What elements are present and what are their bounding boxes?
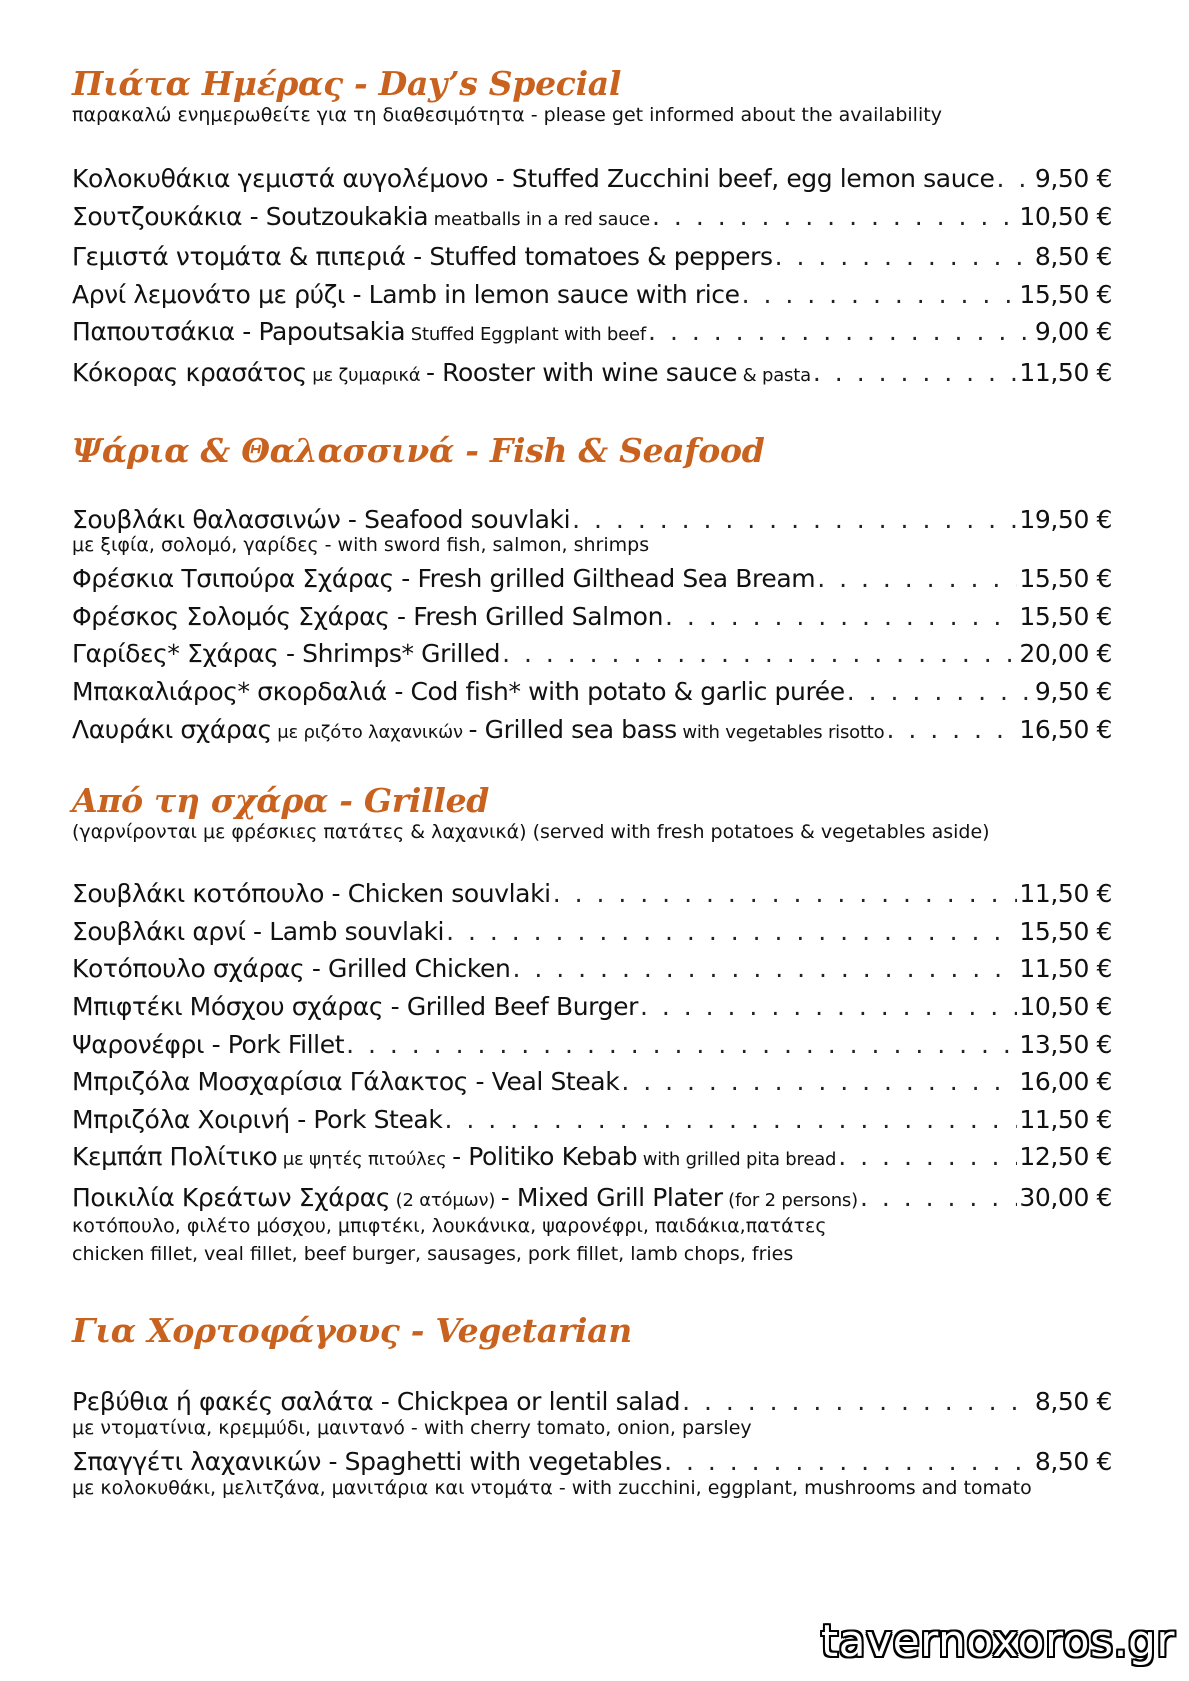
menu-item: Σπαγγέτι λαχανικών - Spaghetti with vegetables . . . 8,50 € <box>72 1443 1112 1481</box>
item-price: 11,50 € <box>1019 879 1112 909</box>
item-description: με κολοκυθάκι, μελιτζάνα, μανιτάρια και ντομάτα - with zucchini, eggplant, mushrooms and tomato <box>72 1476 1032 1499</box>
item-price: 10,50 € <box>1019 201 1112 231</box>
item-price: 20,00 € <box>1019 639 1112 669</box>
watermark: tavernoxoros.gr <box>820 1616 1175 1667</box>
menu-item: Αρνί λεμονάτο με ρύζι - Lamb in lemon sauce with rice . . . 15,50 € <box>72 276 1112 314</box>
item-price: 16,00 € <box>1019 1067 1112 1097</box>
menu-item: Μπακαλιάρος* σκορδαλιά - Cod fish* with potato & garlic purée . . . 9,50 € <box>72 673 1112 711</box>
menu-item: Σουβλάκι κοτόπουλο - Chicken souvlaki . . . 11,50 € <box>72 875 1112 913</box>
item-description: κοτόπουλο, φιλέτο μόσχου, μπιφτέκι, λουκάνικα, ψαρονέφρι, παιδάκια,πατάτες <box>72 1215 827 1238</box>
item-price: 15,50 € <box>1019 279 1112 309</box>
menu-page <box>72 64 1112 1503</box>
item-price: 8,50 € <box>1034 1387 1112 1417</box>
item-price: 11,50 € <box>1019 1104 1112 1134</box>
section-title: Από τη σχάρα - Grilled <box>72 781 490 821</box>
item-price: 15,50 € <box>1019 916 1112 946</box>
item-price: 11,50 € <box>1019 954 1112 984</box>
menu-item: Κολοκυθάκια γεμιστά αυγολέμονο - Stuffed Zucchini beef, egg lemon sauce . . . 9,50 € <box>72 160 1112 198</box>
menu-item: Σουβλάκι θαλασσινών - Seafood souvlaki . . . 19,50 € <box>72 501 1112 539</box>
item-price: 9,00 € <box>1034 317 1112 347</box>
item-price: 9,50 € <box>1034 164 1112 193</box>
item-price: 8,50 € <box>1034 1447 1112 1477</box>
item-price: 19,50 € <box>1019 504 1112 534</box>
menu-item: Παπουτσάκια - Papoutsakia Stuffed Eggplant with beef . . . 9,00 € <box>72 313 1112 354</box>
menu-item: Μπριζόλα Χοιρινή - Pork Steak . . . 11,50 € <box>72 1101 1112 1139</box>
section-title: Για Χορτοφάγους - Vegetarian <box>72 1311 632 1351</box>
menu-item: Μπριζόλα Μοσχαρίσια Γάλακτος - Veal Steak . . . 16,00 € <box>72 1063 1112 1101</box>
menu-item: Κεμπάπ Πολίτικο με ψητές πιτούλες - Politiko Kebab with grilled pita bread . . . 12,50 € <box>72 1138 1112 1179</box>
section-vegetarian <box>72 1311 1112 1500</box>
item-price: 13,50 € <box>1019 1029 1112 1059</box>
item-description: με ντοματίνια, κρεμμύδι, μαιντανό - with cherry tomato, onion, parsley <box>72 1417 752 1440</box>
section-fish-seafood <box>72 431 1112 752</box>
menu-item: Σουτζουκάκια - Soutzoukakia meatballs in a red sauce . . . 10,50 € <box>72 198 1112 239</box>
menu-item: Κοτόπουλο σχάρας - Grilled Chicken . . . 11,50 € <box>72 950 1112 988</box>
section-note: (γαρνίρονται με φρέσκιες πατάτες & λαχανικά) (served with fresh potatoes & vegetables aside) <box>72 821 990 844</box>
menu-item: Φρέσκια Τσιπούρα Σχάρας - Fresh grilled Gilthead Sea Bream . . . 15,50 € <box>72 560 1112 598</box>
item-price: 10,50 € <box>1019 991 1112 1021</box>
menu-item: Ψαρονέφρι - Pork Fillet . . . 13,50 € <box>72 1026 1112 1064</box>
menu-item: Ρεβύθια ή φακές σαλάτα - Chickpea or lentil salad . . . 8,50 € <box>72 1383 1112 1421</box>
menu-item: Γαρίδες* Σχάρας - Shrimps* Grilled . . . 20,00 € <box>72 635 1112 673</box>
item-price: 16,50 € <box>1019 714 1112 744</box>
section-grilled <box>72 781 1112 1267</box>
item-description: chicken fillet, veal fillet, beef burger, sausages, pork fillet, lamb chops, fries <box>72 1243 794 1266</box>
section-days-special <box>72 64 1112 395</box>
section-note: παρακαλώ ενημερωθείτε για τη διαθεσιμότητα - please get informed about the availability <box>72 104 942 126</box>
item-price: 12,50 € <box>1019 1142 1112 1172</box>
item-price: 15,50 € <box>1019 601 1112 631</box>
item-description: με ξιφία, σολομό, γαρίδες - with sword fish, salmon, shrimps <box>72 534 650 557</box>
section-title: Πιάτα Ημέρας - Day’s Special <box>72 64 622 103</box>
section-title: Ψάρια & Θαλασσινά - Fish & Seafood <box>72 430 765 470</box>
item-price: 30,00 € <box>1019 1182 1112 1212</box>
menu-item: Γεμιστά ντομάτα & πιπεριά - Stuffed tomatoes & peppers . . . 8,50 € <box>72 238 1112 276</box>
menu-item: Σουβλάκι αρνί - Lamb souvlaki . . . 15,50 € <box>72 913 1112 951</box>
menu-item: Μπιφτέκι Μόσχου σχάρας - Grilled Beef Burger . . . 10,50 € <box>72 988 1112 1026</box>
item-price: 9,50 € <box>1034 676 1112 706</box>
item-price: 8,50 € <box>1034 242 1112 272</box>
menu-item: Φρέσκος Σολομός Σχάρας - Fresh Grilled Salmon . . . 15,50 € <box>72 598 1112 636</box>
menu-item: Λαυράκι σχάρας με ριζότο λαχανικών - Grilled sea bass with vegetables risotto . . . 16,50 € <box>72 711 1112 752</box>
item-price: 11,50 € <box>1019 357 1112 387</box>
item-price: 15,50 € <box>1019 564 1112 594</box>
menu-item: Ποικιλία Κρεάτων Σχάρας (2 ατόμων) - Mixed Grill Plater (for 2 persons) . . . 30,00 € <box>72 1179 1112 1220</box>
menu-item: Κόκορας κρασάτος με ζυμαρικά - Rooster with wine sauce & pasta . . . 11,50 € <box>72 354 1112 395</box>
